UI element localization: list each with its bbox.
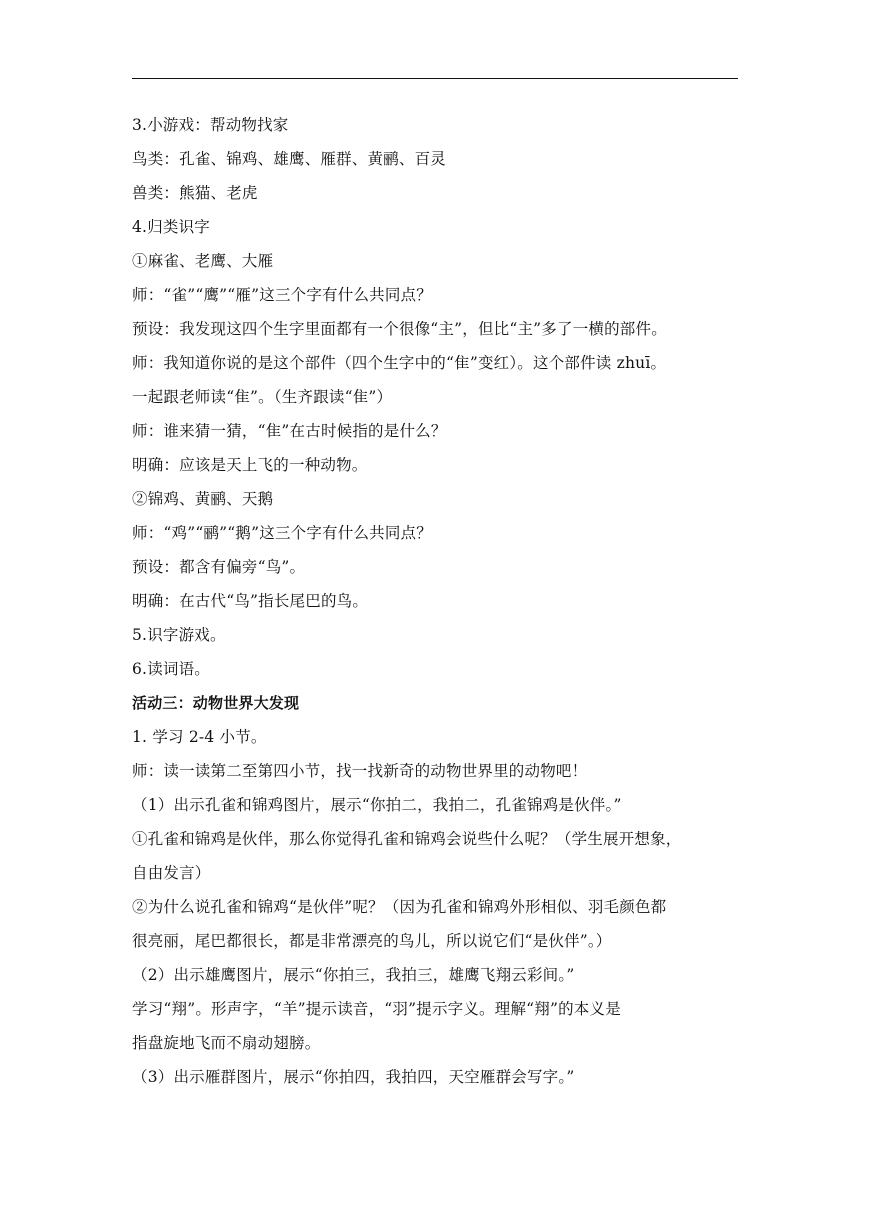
text-line: 兽类：熊猫、老虎 <box>132 184 258 202</box>
text-line: 师：“鸡”“鹂”“鹅”这三个字有什么共同点？ <box>132 524 432 542</box>
text-line: 1. 学习 2-4 小节。 <box>132 728 267 746</box>
text-line: 明确：在古代“鸟”指长尾巴的鸟。 <box>132 592 369 610</box>
text-line: 4.归类识字 <box>132 218 210 236</box>
text-line: 师：“雀”“鹰”“雁”这三个字有什么共同点？ <box>132 286 432 304</box>
text-line: 指盘旋地飞而不扇动翅膀。 <box>132 1034 321 1052</box>
text-line: 很亮丽，尾巴都很长，都是非常漂亮的鸟儿，所以说它们“是伙伴”。） <box>132 932 612 950</box>
text-line: ②为什么说孔雀和锦鸡“是伙伴”呢？（因为孔雀和锦鸡外形相似、羽毛颜色都 <box>132 898 667 916</box>
text-line: 师：读一读第二至第四小节，找一找新奇的动物世界里的动物吧！ <box>132 762 588 780</box>
text-line: 一起跟老师读“隹”。（生齐跟读“隹”） <box>132 388 393 406</box>
text-line: 预设：都含有偏旁“鸟”。 <box>132 558 306 576</box>
text-line: 3.小游戏：帮动物找家 <box>132 116 289 134</box>
text-line: ①孔雀和锦鸡是伙伴，那么你觉得孔雀和锦鸡会说些什么呢？（学生展开想象， <box>132 830 682 848</box>
text-line: 明确：应该是天上飞的一种动物。 <box>132 456 368 474</box>
text-line: 鸟类：孔雀、锦鸡、雄鹰、雁群、黄鹂、百灵 <box>132 150 447 168</box>
section-heading: 活动三：动物世界大发现 <box>132 694 300 712</box>
header-rule <box>132 78 738 79</box>
text-line: （1）出示孔雀和锦鸡图片，展示“你拍二，我拍二，孔雀锦鸡是伙伴。” <box>132 796 622 814</box>
text-line: （3）出示雁群图片，展示“你拍四，我拍四，天空雁群会写字。” <box>132 1068 575 1086</box>
text-line: 学习“翔”。形声字，“羊”提示读音，“羽”提示字义。理解“翔”的本义是 <box>132 1000 621 1018</box>
text-line: 5.识字游戏。 <box>132 626 226 644</box>
text-line: 师：我知道你说的是这个部件（四个生字中的“隹”变红）。这个部件读 zhuī。 <box>132 354 667 372</box>
text-line: 预设：我发现这四个生字里面都有一个很像“主”，但比“主”多了一横的部件。 <box>132 320 667 338</box>
text-line: ②锦鸡、黄鹂、天鹅 <box>132 490 274 508</box>
document-body <box>132 108 742 1094</box>
text-line: ①麻雀、老鹰、大雁 <box>132 252 274 270</box>
text-line: 6.读词语。 <box>132 660 210 678</box>
text-line: 自由发言） <box>132 864 211 882</box>
text-line: 师：谁来猜一猜，“隹”在古时候指的是什么？ <box>132 422 447 440</box>
text-line: （2）出示雄鹰图片，展示“你拍三，我拍三，雄鹰飞翔云彩间。” <box>132 966 575 984</box>
